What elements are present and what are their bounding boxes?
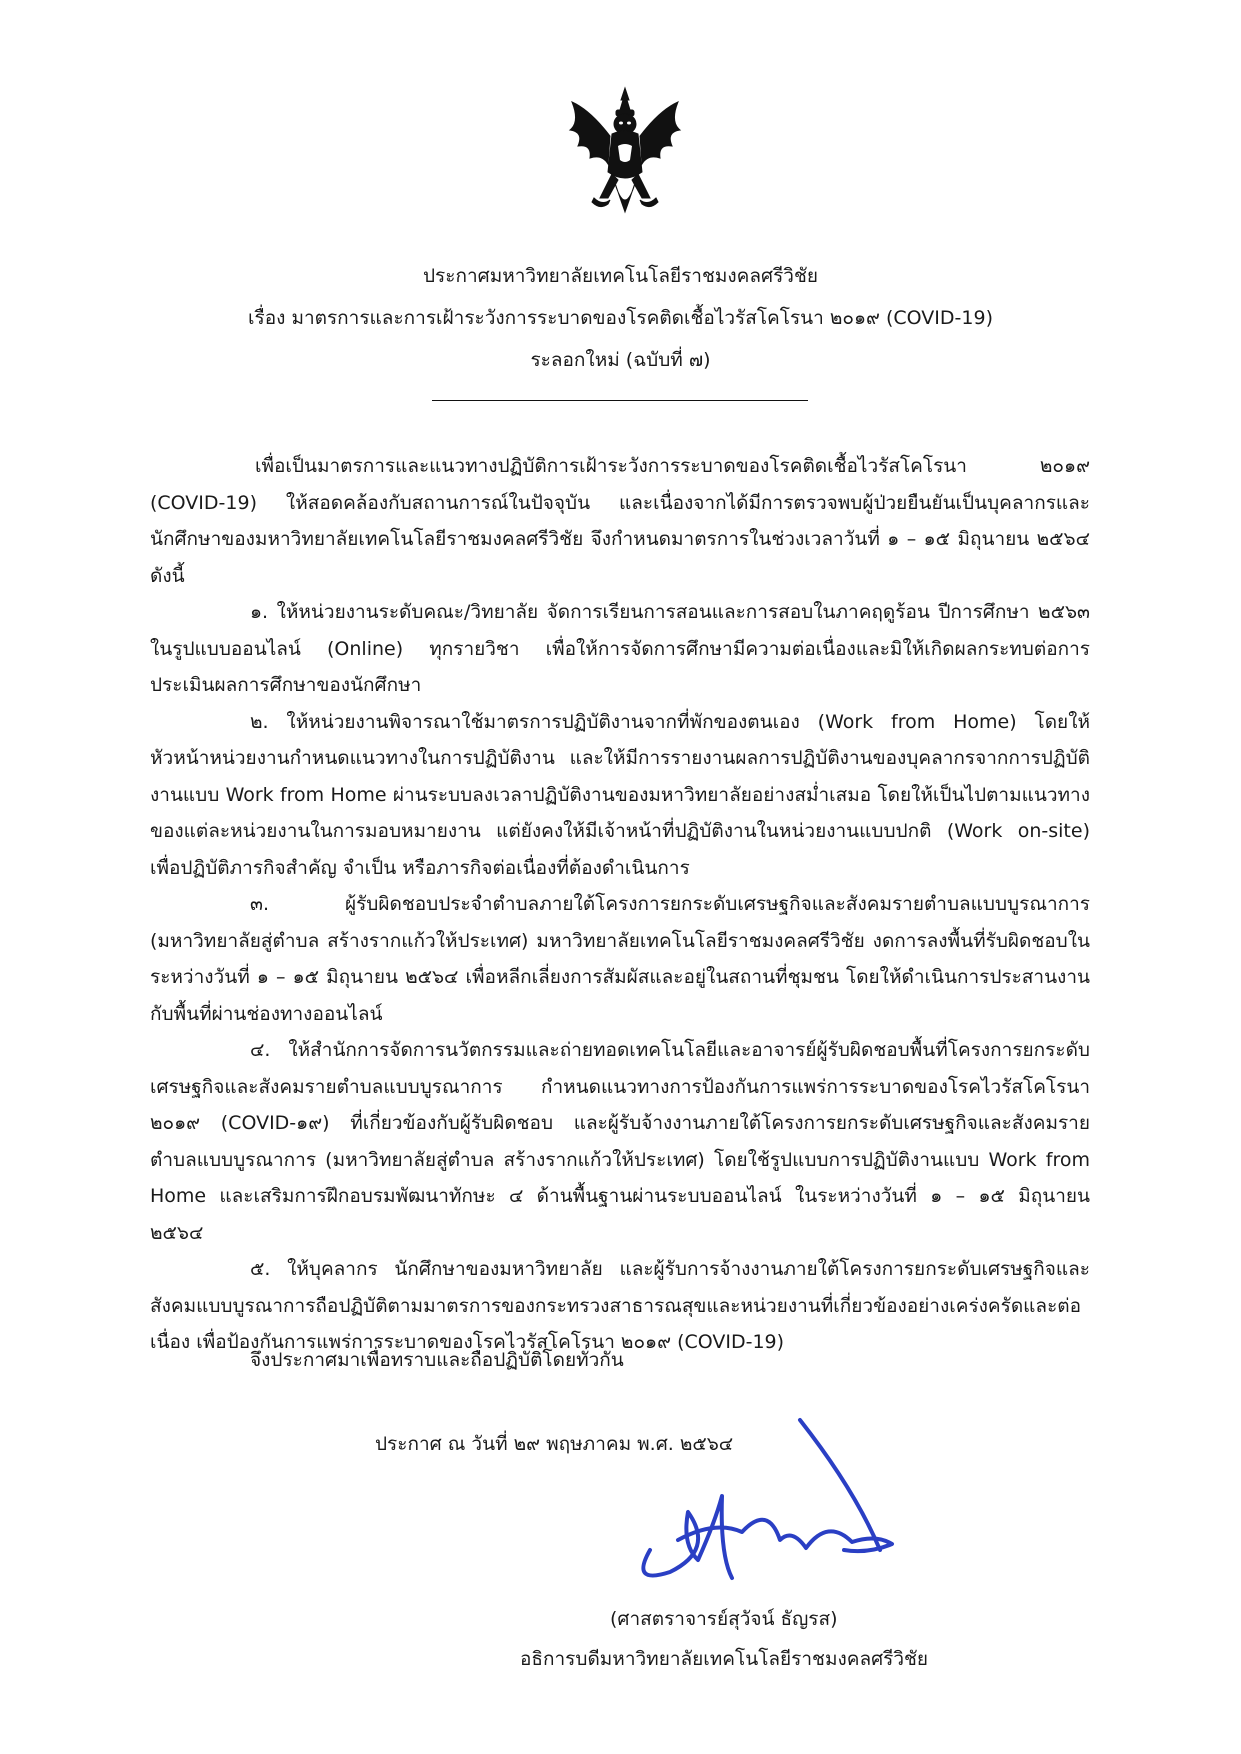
signer-title: อธิการบดีมหาวิทยาลัยเทคโนโลยีราชมงคลศรีวิชัย (520, 1648, 929, 1670)
closing-statement: จึงประกาศมาเพื่อทราบและถือปฏิบัติโดยทั่วกัน (250, 1349, 624, 1371)
announcement-body (150, 448, 1090, 1361)
intro-paragraph: เพื่อเป็นมาตรการและแนวทางปฏิบัติการเฝ้าระวังการระบาดของโรคติดเชื้อไวรัสโคโรนา ๒๐๑๙ (COVID-19) ให้สอดคล้องกับสถานการณ์ในปัจจุบัน และเนื่องจากได้มีการตรวจพบผู้ป่วยยืนยันเป็นบุคลากรและนักศึกษาของมหาวิทยาลัยเทคโนโลยีราชมงคลศรีวิชัย จึงกำหนดมาตรการในช่วงเวลาวันที่ ๑ – ๑๕ มิถุนายน ๒๕๖๔ ดังนี้ (150, 455, 1090, 587)
signature-mark (620, 1400, 960, 1600)
measure-item-2: ๒. ให้หน่วยงานพิจารณาใช้มาตรการปฏิบัติงานจากที่พักของตนเอง (Work from Home) โดยให้หัวหน้าหน่วยงานกำหนดแนวทางในการปฏิบัติงาน และให้มีการรายงานผลการปฏิบัติงานของบุคลากรจากการปฏิบัติงานแบบ Work from Home ผ่านระบบลงเวลาปฏิบัติงานของมหาวิทยาลัยอย่างสม่ำเสมอ โดยให้เป็นไปตามแนวทางของแต่ละหน่วยงานในการมอบหมายงาน แต่ยังคงให้มีเจ้าหน้าที่ปฏิบัติงานในหน่วยงานแบบปกติ (Work on-site) เพื่อปฏิบัติภารกิจสำคัญ จำเป็น หรือภารกิจต่อเนื่องที่ต้องดำเนินการ (150, 710, 1090, 879)
subject-line: เรื่อง มาตรการและการเฝ้าระวังการระบาดของโรคติดเชื้อไวรัสโคโรนา ๒๐๑๙ (COVID-19) (248, 307, 993, 329)
header-divider (432, 400, 808, 401)
signer-name: (ศาสตราจารย์สุวัจน์ ธัญรส) (610, 1608, 838, 1630)
garuda-emblem-icon (550, 80, 700, 230)
measure-item-5: ๕. ให้บุคลากร นักศึกษาของมหาวิทยาลัย และผู้รับการจ้างงานภายใต้โครงการยกระดับเศรษฐกิจและสังคมแบบบูรณาการถือปฏิบัติตามมาตรการของกระทรวงสาธารณสุขและหน่วยงานที่เกี่ยวข้องอย่างเคร่งครัดและต่อเนื่อง เพื่อป้องกันการแพร่การระบาดของโรคไวรัสโคโรนา ๒๐๑๙ (COVID-19) (150, 1258, 1090, 1353)
measure-item-4: ๔. ให้สำนักการจัดการนวัตกรรมและถ่ายทอดเทคโนโลยีและอาจารย์ผู้รับผิดชอบพื้นที่โครงการยกระดับเศรษฐกิจและสังคมรายตำบลแบบบูรณาการ กำหนดแนวทางการป้องกันการแพร่การระบาดของโรคไวรัสโคโรนา ๒๐๑๙ (COVID-๑๙) ที่เกี่ยวข้องกับผู้รับผิดชอบ และผู้รับจ้างงานภายใต้โครงการยกระดับเศรษฐกิจและสังคมรายตำบลแบบบูรณาการ (มหาวิทยาลัยสู่ตำบล สร้างรากแก้วให้ประเทศ) โดยใช้รูปแบบการปฏิบัติงานแบบ Work from Home และเสริมการฝึกอบรมพัฒนาทักษะ ๔ ด้านพื้นฐานผ่านระบบออนไลน์ ในระหว่างวันที่ ๑ – ๑๕ มิถุนายน ๒๕๖๔ (150, 1039, 1090, 1244)
issuer-title: ประกาศมหาวิทยาลัยเทคโนโลยีราชมงคลศรีวิชัย (423, 265, 818, 287)
measure-item-1: ๑. ให้หน่วยงานระดับคณะ/วิทยาลัย จัดการเรียนการสอนและการสอบในภาคฤดูร้อน ปีการศึกษา ๒๕๖๓ ในรูปแบบออนไลน์ (Online) ทุกรายวิชา เพื่อให้การจัดการศึกษามีความต่อเนื่องและมิให้เกิดผลกระทบต่อการประเมินผลการศึกษาของนักศึกษา (150, 601, 1090, 696)
measure-item-3: ๓. ผู้รับผิดชอบประจำตำบลภายใต้โครงการยกระดับเศรษฐกิจและสังคมรายตำบลแบบบูรณาการ (มหาวิทยาลัยสู่ตำบล สร้างรากแก้วให้ประเทศ) มหาวิทยาลัยเทคโนโลยีราชมงคลศรีวิชัย งดการลงพื้นที่รับผิดชอบในระหว่างวันที่ ๑ – ๑๕ มิถุนายน ๒๕๖๔ เพื่อหลีกเลี่ยงการสัมผัสและอยู่ในสถานที่ชุมชน โดยให้ดำเนินการประสานงานกับพื้นที่ผ่านช่องทางออนไลน์ (150, 893, 1090, 1025)
announcement-date: ประกาศ ณ วันที่ ๒๙ พฤษภาคม พ.ศ. ๒๕๖๔ (375, 1433, 734, 1455)
edition-line: ระลอกใหม่ (ฉบับที่ ๗) (530, 349, 711, 371)
